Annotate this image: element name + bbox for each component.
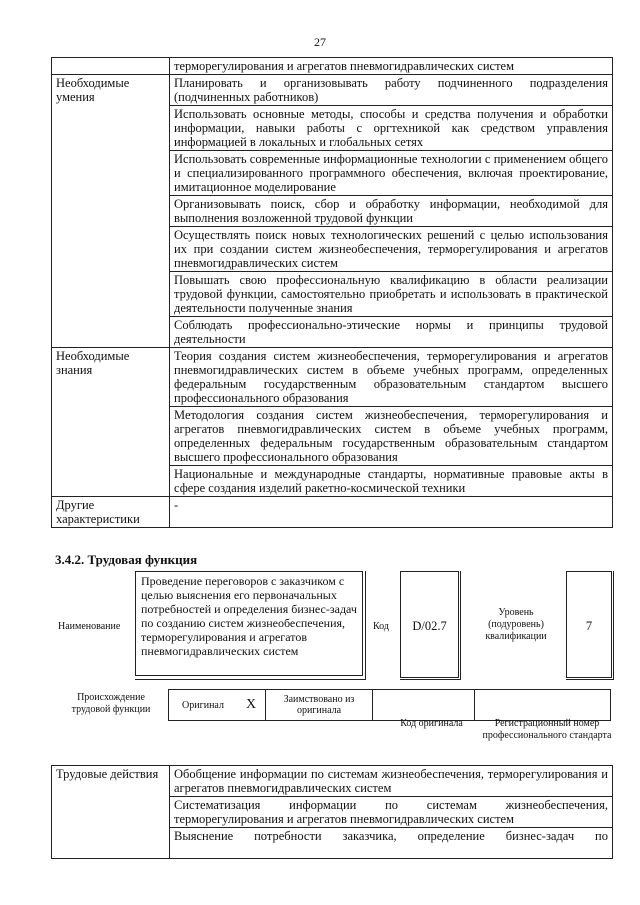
function-name-box: Проведение переговоров с заказчиком с целью выяснения его первоначальных потребностей и определения бизнес-задач по созданию систем жизнеобеспечения, терморегулирования и агрегатов пневмогидравлических систем bbox=[135, 571, 363, 676]
continuation-cell: терморегулирования и агрегатов пневмогидравлических систем bbox=[170, 58, 613, 75]
knowledge-item: Национальные и международные стандарты, нормативные правовые акты в сфере создания изделий ракетно-космической техники bbox=[170, 466, 613, 497]
skills-label: Необходимые умения bbox=[52, 75, 170, 348]
table-row bbox=[52, 75, 613, 106]
skill-item: Использовать современные информационные технологии с применением общего и специализированного программного обеспечения, включая проектирование, имитационное моделирование bbox=[170, 151, 613, 196]
section-title: 3.4.2. Трудовая функция bbox=[55, 552, 198, 567]
skill-item: Соблюдать профессионально-этические нормы и принципы трудовой деятельности bbox=[170, 317, 613, 348]
skill-item: Планировать и организовывать работу подчиненного подразделения (подчиненных работников) bbox=[170, 75, 613, 106]
original-mark: X bbox=[237, 690, 266, 721]
table-row bbox=[52, 58, 613, 75]
code-original-cell bbox=[373, 690, 475, 721]
skill-item: Использовать основные методы, способы и средства получения и обработки информации, навыки работы с оргтехникой как средством управления информацией в локальных и глобальных сетях bbox=[170, 106, 613, 151]
reg-number-label: Регистрационный номер профессионального стандарта bbox=[482, 718, 612, 741]
skill-item: Осуществлять поиск новых технологических решений с целью использования их при создании систем жизнеобеспечения, терморегулирования и агрегатов пневмогидравлических систем bbox=[170, 227, 613, 272]
original-label: Оригинал bbox=[169, 690, 238, 721]
knowledge-item: Методология создания систем жизнеобеспечения, терморегулирования и агрегатов пневмогидравлических систем в объеме учебных программ, определенных федеральным государственным образовательным стандартом высшего профессионального образования bbox=[170, 407, 613, 466]
table-row bbox=[52, 497, 613, 528]
code-label: Код bbox=[373, 621, 389, 632]
knowledge-label: Необходимые знания bbox=[52, 348, 170, 497]
level-label: Уровень (подуровень) квалификации bbox=[485, 607, 547, 642]
level-box bbox=[566, 571, 612, 678]
actions-label: Трудовые действия bbox=[52, 766, 170, 859]
empty-cell bbox=[52, 58, 170, 75]
other-label: Другие характеристики bbox=[52, 497, 170, 528]
code-original-label: Код оригинала bbox=[400, 718, 463, 729]
level-value: 7 bbox=[585, 619, 593, 633]
borrowed-label: Заимствовано из оригинала bbox=[266, 690, 373, 721]
skill-item: Организовывать поиск, сбор и обработку информации, необходимой для выполнения возложенной трудовой функции bbox=[170, 196, 613, 227]
code-value: D/02.7 bbox=[412, 619, 447, 633]
action-item: Обобщение информации по системам жизнеобеспечения, терморегулирования и агрегатов пневмогидравлических систем bbox=[170, 766, 613, 797]
actions-table bbox=[51, 765, 613, 859]
code-box bbox=[400, 571, 459, 678]
origin-label: Происхождение трудовой функции bbox=[71, 692, 151, 715]
action-item: Систематизация информации по системам жизнеобеспечения, терморегулирования и агрегатов пневмогидравлических систем bbox=[170, 797, 613, 828]
action-item: Выяснение потребности заказчика, определение бизнес-задач по bbox=[170, 828, 613, 859]
knowledge-item: Теория создания систем жизнеобеспечения, терморегулирования и агрегатов пневмогидравлических систем в объеме учебных программ, определенных федеральным государственным образовательным стандартом высшего профессионального образования bbox=[170, 348, 613, 407]
origin-table bbox=[168, 689, 611, 721]
table-row bbox=[169, 690, 611, 721]
name-label: Наименование bbox=[58, 621, 121, 632]
page-number: 27 bbox=[314, 35, 326, 49]
skill-item: Повышать свою профессиональную квалификацию в области реализации трудовой функции, самостоятельно приобретать и использовать в практической деятельности полученные знания bbox=[170, 272, 613, 317]
table-row bbox=[52, 348, 613, 407]
table-row bbox=[52, 766, 613, 797]
other-value: - bbox=[170, 497, 613, 528]
reg-number-cell bbox=[475, 690, 611, 721]
skills-knowledge-table bbox=[51, 57, 613, 528]
